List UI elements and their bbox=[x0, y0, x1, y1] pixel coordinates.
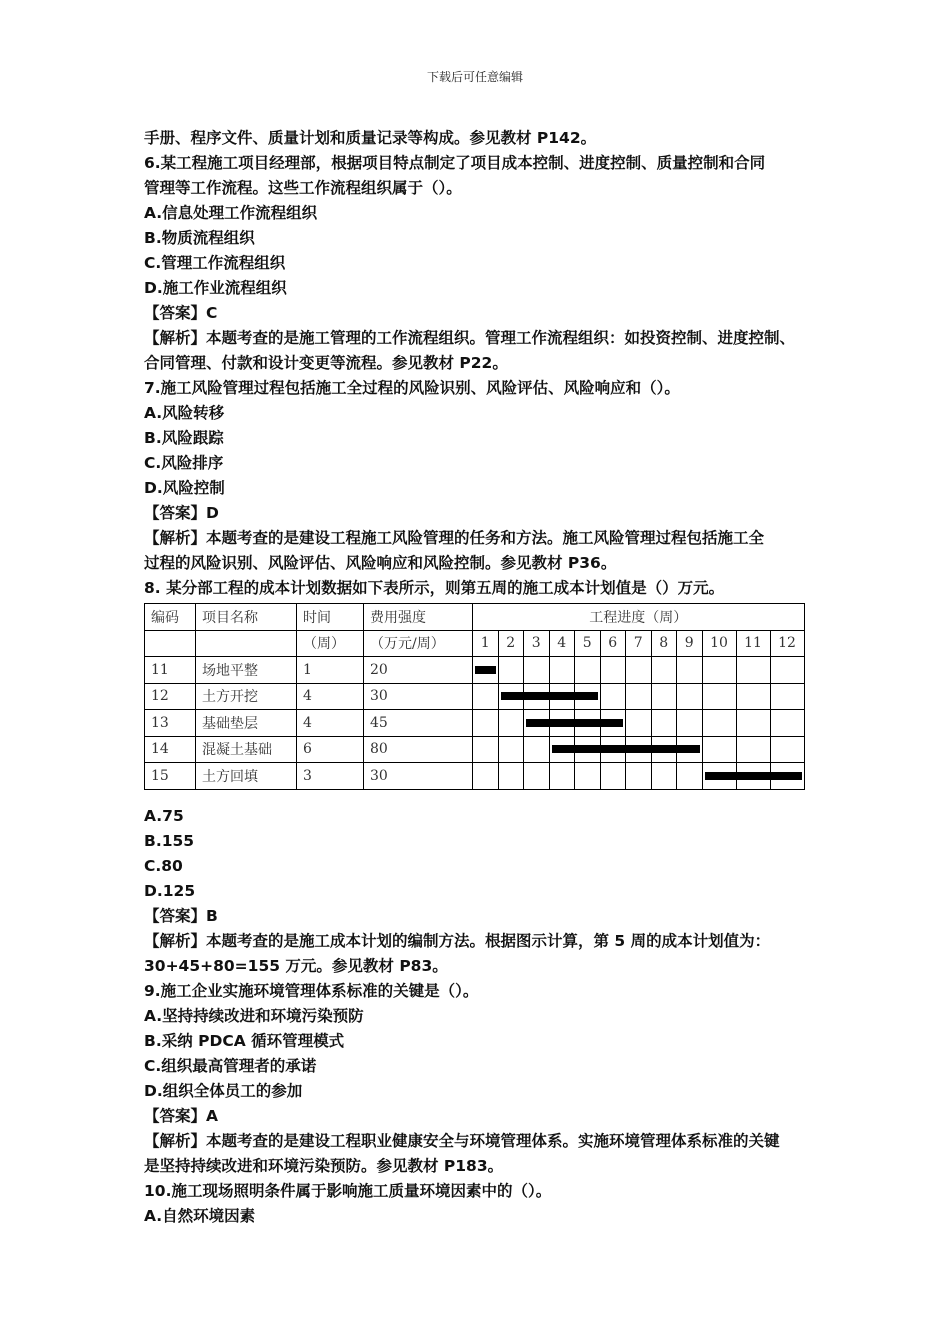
table-body bbox=[145, 657, 805, 790]
week-cell bbox=[770, 736, 804, 763]
cell-time: 4 bbox=[297, 683, 364, 710]
lines-bottom bbox=[144, 804, 834, 1229]
table-row bbox=[145, 683, 805, 710]
cell-cost: 45 bbox=[364, 710, 473, 737]
week-cell bbox=[702, 683, 736, 710]
week-cell bbox=[770, 683, 804, 710]
cell-name: 基础垫层 bbox=[196, 710, 297, 737]
page-header: 下载后可任意编辑 bbox=[426, 70, 523, 84]
week-cell bbox=[626, 763, 652, 790]
gantt-bar-segment bbox=[575, 692, 598, 700]
question-6-line-1: 6.某工程施工项目经理部，根据项目特点制定了项目成本控制、进度控制、质量控制和合同 bbox=[144, 154, 766, 172]
cell-name: 土方开挖 bbox=[196, 683, 297, 710]
cell-cost: 30 bbox=[364, 763, 473, 790]
question-9: 9.施工企业实施环境管理体系标准的关键是（）。 bbox=[144, 981, 479, 1000]
gantt-bar-segment bbox=[705, 772, 737, 780]
cell-name: 土方回填 bbox=[196, 763, 297, 790]
question-7: 7.施工风险管理过程包括施工全过程的风险识别、风险评估、风险响应和（）。 bbox=[144, 379, 680, 397]
gantt-bar-segment bbox=[552, 745, 576, 753]
cell-code: 14 bbox=[145, 736, 196, 763]
week-cell bbox=[651, 736, 677, 763]
week-cell bbox=[600, 763, 626, 790]
option-c: C.管理工作流程组织 bbox=[144, 254, 286, 272]
week-cell bbox=[736, 657, 770, 684]
week-label: 6 bbox=[600, 630, 626, 657]
document-body bbox=[144, 126, 834, 1229]
week-cell bbox=[473, 683, 499, 710]
week-cell bbox=[575, 710, 601, 737]
gantt-bar-segment bbox=[524, 692, 550, 700]
option-c: C.组织最高管理者的承诺 bbox=[144, 1056, 317, 1075]
week-label: 2 bbox=[498, 630, 524, 657]
text-line: 手册、程序文件、质量计划和质量记录等构成。参见教材 P142。 bbox=[144, 129, 597, 147]
week-cell bbox=[498, 763, 524, 790]
week-cell bbox=[549, 683, 575, 710]
lines-top bbox=[144, 126, 834, 601]
week-cell bbox=[626, 683, 652, 710]
option-b: B.155 bbox=[144, 831, 195, 850]
gantt-bar-segment bbox=[601, 745, 627, 753]
cell-time: 4 bbox=[297, 710, 364, 737]
option-a: A.坚持持续改进和环境污染预防 bbox=[144, 1006, 364, 1025]
gantt-bar-segment bbox=[601, 719, 624, 727]
cell-time: 6 bbox=[297, 736, 364, 763]
week-cell bbox=[498, 683, 524, 710]
week-cell bbox=[626, 657, 652, 684]
week-cell bbox=[473, 763, 499, 790]
week-cell bbox=[600, 710, 626, 737]
week-label: 10 bbox=[702, 630, 736, 657]
option-a: A.75 bbox=[144, 806, 184, 825]
week-cell bbox=[600, 736, 626, 763]
cell-code: 12 bbox=[145, 683, 196, 710]
week-cell bbox=[524, 657, 550, 684]
option-b: B.物质流程组织 bbox=[144, 229, 255, 247]
week-cell bbox=[473, 657, 499, 684]
week-cell bbox=[651, 710, 677, 737]
cell-cost: 20 bbox=[364, 657, 473, 684]
week-cell bbox=[736, 763, 770, 790]
week-cell bbox=[626, 710, 652, 737]
header-time-unit: （周） bbox=[297, 630, 364, 657]
gantt-bar-segment bbox=[526, 719, 550, 727]
table-header-row-1 bbox=[145, 604, 805, 631]
gantt-bar-segment bbox=[771, 772, 802, 780]
question-8: 8. 某分部工程的成本计划数据如下表所示，则第五周的施工成本计划值是（）万元。 bbox=[144, 579, 725, 597]
week-cell bbox=[677, 657, 703, 684]
option-d: D.组织全体员工的参加 bbox=[144, 1081, 303, 1100]
option-a: A.自然环境因素 bbox=[144, 1206, 256, 1225]
week-cell bbox=[736, 736, 770, 763]
cell-cost: 30 bbox=[364, 683, 473, 710]
week-cell bbox=[498, 736, 524, 763]
week-cell bbox=[702, 710, 736, 737]
option-a: A.信息处理工作流程组织 bbox=[144, 204, 318, 222]
week-cell bbox=[575, 736, 601, 763]
gantt-bar-segment bbox=[501, 692, 525, 700]
header-time: 时间 bbox=[297, 604, 364, 631]
week-cell bbox=[524, 763, 550, 790]
question-10: 10.施工现场照明条件属于影响施工质量环境因素中的（）。 bbox=[144, 1181, 552, 1200]
analysis-line-2: 30+45+80=155 万元。参见教材 P83。 bbox=[144, 956, 448, 975]
week-cell bbox=[770, 763, 804, 790]
week-cell bbox=[498, 657, 524, 684]
week-label: 4 bbox=[549, 630, 575, 657]
week-cell bbox=[498, 710, 524, 737]
cell-name: 场地平整 bbox=[196, 657, 297, 684]
cost-plan-table bbox=[144, 603, 805, 790]
option-d: D.施工作业流程组织 bbox=[144, 279, 287, 297]
week-cell bbox=[677, 763, 703, 790]
analysis-line-2: 过程的风险识别、风险评估、风险响应和风险控制。参见教材 P36。 bbox=[144, 554, 617, 572]
option-c: C.80 bbox=[144, 856, 183, 875]
week-cell bbox=[651, 657, 677, 684]
week-cell bbox=[736, 710, 770, 737]
week-label: 11 bbox=[736, 630, 770, 657]
table-row bbox=[145, 763, 805, 790]
cell-code: 15 bbox=[145, 763, 196, 790]
week-cell bbox=[524, 710, 550, 737]
week-cell bbox=[473, 710, 499, 737]
week-cell bbox=[677, 710, 703, 737]
header-progress: 工程进度（周） bbox=[473, 604, 805, 631]
analysis-line-1: 【解析】本题考查的是建设工程施工风险管理的任务和方法。施工风险管理过程包括施工全 bbox=[144, 529, 765, 547]
cell-time: 1 bbox=[297, 657, 364, 684]
week-cell bbox=[677, 683, 703, 710]
analysis-line-1: 【解析】本题考查的是施工成本计划的编制方法。根据图示计算，第 5 周的成本计划值为： bbox=[144, 931, 771, 950]
week-cell bbox=[575, 763, 601, 790]
week-cell bbox=[702, 763, 736, 790]
question-6-line-2: 管理等工作流程。这些工作流程组织属于（）。 bbox=[144, 179, 462, 197]
gantt-bar-segment bbox=[550, 719, 576, 727]
week-cell bbox=[770, 657, 804, 684]
gantt-bar-segment bbox=[475, 666, 496, 674]
header-cost: 费用强度 bbox=[364, 604, 473, 631]
gantt-bar-segment bbox=[737, 772, 771, 780]
analysis-line-1: 【解析】本题考查的是建设工程职业健康安全与环境管理体系。实施环境管理体系标准的关键 bbox=[144, 1131, 780, 1150]
gantt-bar-segment bbox=[626, 745, 652, 753]
gantt-bar-segment bbox=[550, 692, 576, 700]
analysis-line-1: 【解析】本题考查的是施工管理的工作流程组织。管理工作流程组织：如投资控制、进度控制、 bbox=[144, 329, 796, 347]
week-cell bbox=[736, 683, 770, 710]
option-a: A.风险转移 bbox=[144, 404, 225, 422]
cell-cost: 80 bbox=[364, 736, 473, 763]
week-label: 12 bbox=[770, 630, 804, 657]
week-cell bbox=[702, 736, 736, 763]
gantt-bar-segment bbox=[575, 719, 601, 727]
option-c: C.风险排序 bbox=[144, 454, 224, 472]
gantt-bar-segment bbox=[677, 745, 700, 753]
table-header-row-2 bbox=[145, 630, 805, 657]
answer: 【答案】B bbox=[144, 906, 218, 925]
week-cell bbox=[626, 736, 652, 763]
week-cell bbox=[549, 736, 575, 763]
week-label: 5 bbox=[575, 630, 601, 657]
week-cell bbox=[770, 710, 804, 737]
week-cell bbox=[473, 736, 499, 763]
week-label: 3 bbox=[524, 630, 550, 657]
option-b: B.采纳 PDCA 循环管理模式 bbox=[144, 1031, 345, 1050]
option-b: B.风险跟踪 bbox=[144, 429, 224, 447]
week-cell bbox=[651, 763, 677, 790]
analysis-line-2: 是坚持持续改进和环境污染预防。参见教材 P183。 bbox=[144, 1156, 504, 1175]
option-d: D.风险控制 bbox=[144, 479, 225, 497]
week-label: 1 bbox=[473, 630, 499, 657]
week-cell bbox=[549, 657, 575, 684]
table-row bbox=[145, 710, 805, 737]
cell-code: 11 bbox=[145, 657, 196, 684]
week-cell bbox=[575, 683, 601, 710]
week-cell bbox=[549, 710, 575, 737]
header-name: 项目名称 bbox=[196, 604, 297, 631]
week-cell bbox=[600, 683, 626, 710]
table-row bbox=[145, 657, 805, 684]
option-d: D.125 bbox=[144, 881, 196, 900]
gantt-bar-segment bbox=[652, 745, 678, 753]
cell-time: 3 bbox=[297, 763, 364, 790]
week-cell bbox=[677, 736, 703, 763]
answer: 【答案】C bbox=[144, 304, 218, 322]
gantt-bar-segment bbox=[575, 745, 601, 753]
week-label: 9 bbox=[677, 630, 703, 657]
week-cell bbox=[549, 763, 575, 790]
week-cell bbox=[600, 657, 626, 684]
week-cell bbox=[651, 683, 677, 710]
week-cell bbox=[524, 683, 550, 710]
analysis-line-2: 合同管理、付款和设计变更等流程。参见教材 P22。 bbox=[144, 354, 508, 372]
cell-code: 13 bbox=[145, 710, 196, 737]
week-cell bbox=[575, 657, 601, 684]
answer: 【答案】A bbox=[144, 1106, 218, 1125]
week-label: 8 bbox=[651, 630, 677, 657]
cell-name: 混凝土基础 bbox=[196, 736, 297, 763]
header-cost-unit: （万元/周） bbox=[364, 630, 473, 657]
week-cell bbox=[524, 736, 550, 763]
week-cell bbox=[702, 657, 736, 684]
table-row bbox=[145, 736, 805, 763]
week-label: 7 bbox=[626, 630, 652, 657]
answer: 【答案】D bbox=[144, 504, 219, 522]
header-code: 编码 bbox=[145, 604, 196, 631]
